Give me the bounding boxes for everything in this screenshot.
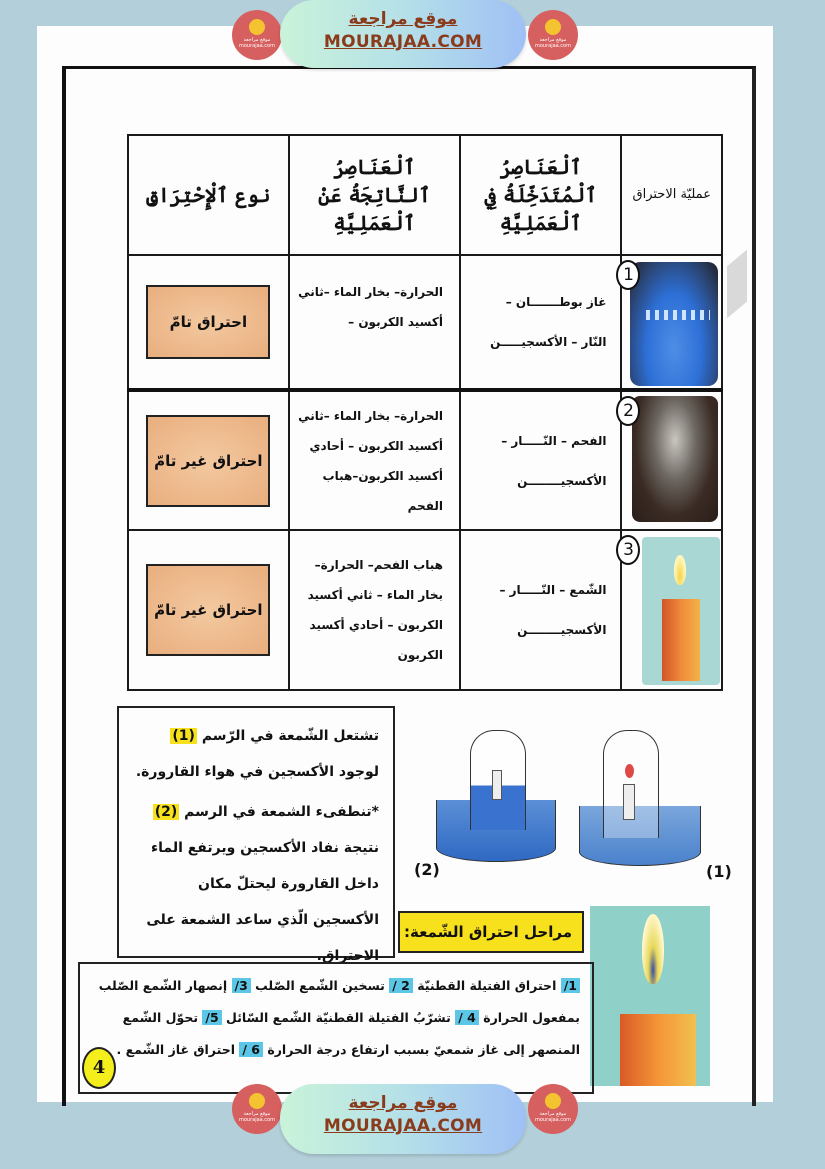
products-cell: الحرارة– بخار الماء –ثاني أكسيد الكربون – bbox=[289, 255, 460, 390]
experiment-explanation: تشتعل الشّمعة في الرّسم (1) لوجود الأكسجين في هواء القارورة. *تنطفىء الشمعة في الرسم (2) نتيجة نفاد الأكسجين ويرتفع الماء داخل القارورة ليحتلّ مكان الأكسجين الّذي ساعد الشمعة على الاحتراق. bbox=[117, 706, 395, 958]
burning-candle bbox=[623, 784, 635, 820]
table-header-row bbox=[128, 135, 722, 255]
site-logo-badge-left[interactable]: موقع مراجعة mourajaa.com bbox=[232, 10, 282, 60]
experiment-figure-1 bbox=[575, 728, 715, 868]
book-icon bbox=[545, 1093, 561, 1109]
row-number: 2 bbox=[616, 396, 640, 426]
combustion-type-box: احتراق تامّ bbox=[146, 285, 270, 359]
page-number: 4 bbox=[82, 1047, 116, 1089]
banner-site-url[interactable]: MOURAJAA.COM bbox=[323, 32, 483, 52]
table-row bbox=[128, 530, 722, 690]
row-number: 3 bbox=[616, 535, 640, 565]
header-inputs: ٱلْعَنَاصِرُ ٱلْمُتَدَخِّلَةُ فِي ٱلْعَمَلِيَّةِ bbox=[460, 135, 622, 255]
banner-arabic-title: موقع مراجعة bbox=[348, 9, 458, 29]
site-banner-top[interactable] bbox=[280, 0, 526, 68]
type-cell bbox=[128, 255, 289, 390]
site-banner-bottom[interactable] bbox=[280, 1084, 526, 1154]
candle-photo bbox=[590, 906, 710, 1086]
combustion-type-box: احتراق غير تامّ bbox=[146, 564, 270, 656]
site-logo-badge-left[interactable]: موقع مراجعة mourajaa.com bbox=[232, 1084, 282, 1134]
site-logo-badge-right[interactable]: موقع مراجعة mourajaa.com bbox=[528, 1084, 578, 1134]
type-cell bbox=[128, 390, 289, 530]
candle-combustion-stages: 1/ احتراق الفتيلة القطنيّة 2 / تسخين الشّمع الصّلب 3/ إنصهار الشّمع الصّلب بمفعول الحرارة 4 / تشرّبُ الفتيلة القطنيّة الشّمع السّائل 5/ تحوّل الشّمع المنصهر إلى غاز شمعيّ بسبب ارتفاع درجة الحرارة 6 / احتراق غاز الشّمع . bbox=[78, 962, 594, 1094]
book-icon bbox=[545, 19, 561, 35]
figure-ref-2: (2) bbox=[154, 804, 178, 820]
stages-title: مراحل احتراق الشّمعة: bbox=[398, 911, 584, 953]
inputs-cell: الشّمع – النّـــــار – الأكسجيــــــــن bbox=[460, 530, 622, 690]
row-number: 1 bbox=[616, 260, 640, 290]
figure-label-1: (1) bbox=[706, 862, 732, 881]
figure-ref-1: (1) bbox=[172, 728, 195, 744]
candle-flame bbox=[625, 764, 634, 778]
combustion-table bbox=[127, 134, 723, 691]
extinguished-candle bbox=[492, 770, 502, 800]
process-image-cell bbox=[621, 255, 722, 390]
inputs-cell: الفحم – النّـــــار – الأكسجيــــــــن bbox=[460, 390, 622, 530]
products-cell: هباب الفحم– الحرارة– بخار الماء – ثاني أكسيد الكربون – أحادي أكسيد الكربون bbox=[289, 530, 460, 690]
book-icon bbox=[249, 1093, 265, 1109]
charcoal-stove-image bbox=[632, 396, 718, 522]
experiment-figure-2 bbox=[430, 728, 570, 868]
process-image-cell bbox=[621, 530, 722, 690]
products-cell: الحرارة– بخار الماء –ثاني أكسيد الكربون – أحادي أكسيد الكربون–هباب الفحم bbox=[289, 390, 460, 530]
header-process: عمليّة الاحتراق bbox=[621, 135, 722, 255]
process-image-cell bbox=[621, 390, 722, 530]
table-row bbox=[128, 390, 722, 530]
type-cell bbox=[128, 530, 289, 690]
combustion-type-box: احتراق غير تامّ bbox=[146, 415, 270, 507]
site-logo-badge-right[interactable]: موقع مراجعة mourajaa.com bbox=[528, 10, 578, 60]
banner-arabic-title: موقع مراجعة bbox=[348, 1093, 458, 1113]
inputs-cell: غاز بوطـــــــان – النّار – الأكسجيـــــن bbox=[460, 255, 622, 390]
header-type: نوع ٱلْإِحْتِرَاقِ bbox=[128, 135, 289, 255]
header-products: ٱلْعَنَاصِرُ ٱلنَّاتِجَةُ عَنْ ٱلْعَمَلِيَّةِ bbox=[289, 135, 460, 255]
banner-site-url[interactable]: MOURAJAA.COM bbox=[323, 1116, 483, 1136]
figure-label-2: (2) bbox=[414, 860, 440, 879]
candle-image bbox=[642, 537, 720, 685]
gas-flame-image bbox=[630, 262, 718, 386]
book-icon bbox=[249, 19, 265, 35]
table-row bbox=[128, 255, 722, 390]
